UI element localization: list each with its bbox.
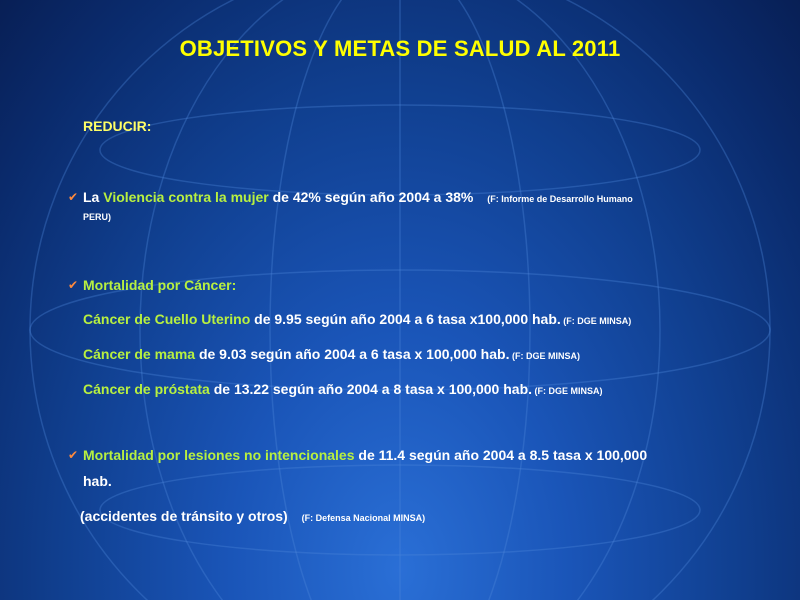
lesiones-cont: hab.	[83, 473, 112, 489]
lesiones-detail-text: (accidentes de tránsito y otros)	[80, 508, 288, 524]
violencia-source-cont: PERU)	[83, 212, 112, 222]
cancer-item: Cáncer de Cuello Uterino de 9.95 según año 2004 a 6 tasa x100,000 hab. (F: DGE MINSA)	[83, 311, 632, 327]
cancer-item: Cáncer de próstata de 13.22 según año 2004 a 8 tasa x 100,000 hab. (F: DGE MINSA)	[83, 381, 603, 397]
cancer-block	[68, 272, 728, 404]
lesiones-source: (F: Defensa Nacional MINSA)	[301, 513, 426, 523]
violencia-source: (F: Informe de Desarrollo Humano	[487, 194, 633, 204]
violencia-highlight: Violencia contra la mujer	[103, 189, 269, 205]
lesiones-text: de 11.4 según año 2004 a 8.5 tasa x 100,000	[354, 447, 648, 463]
cancer-item: Cáncer de mama de 9.03 según año 2004 a 6 tasa x 100,000 hab. (F: DGE MINSA)	[83, 346, 580, 362]
lesiones-line	[68, 442, 728, 468]
violencia-text: de 42% según año 2004 a 38%	[268, 189, 474, 205]
check-icon: ✔	[68, 278, 79, 292]
cancer-heading: Mortalidad por Cáncer:	[83, 277, 237, 293]
violencia-pre: La	[83, 189, 104, 205]
check-icon: ✔	[68, 448, 79, 462]
lesiones-block	[68, 442, 728, 531]
lesiones-highlight: Mortalidad por lesiones no intencionales	[83, 447, 355, 463]
check-icon: ✔	[68, 190, 79, 204]
violencia-block	[68, 184, 728, 224]
slide-title: OBJETIVOS Y METAS DE SALUD AL 2011	[179, 36, 621, 61]
lesiones-detail	[68, 503, 728, 531]
subheading-reducir: REDUCIR:	[83, 118, 152, 134]
cancer-heading-line	[68, 272, 728, 298]
